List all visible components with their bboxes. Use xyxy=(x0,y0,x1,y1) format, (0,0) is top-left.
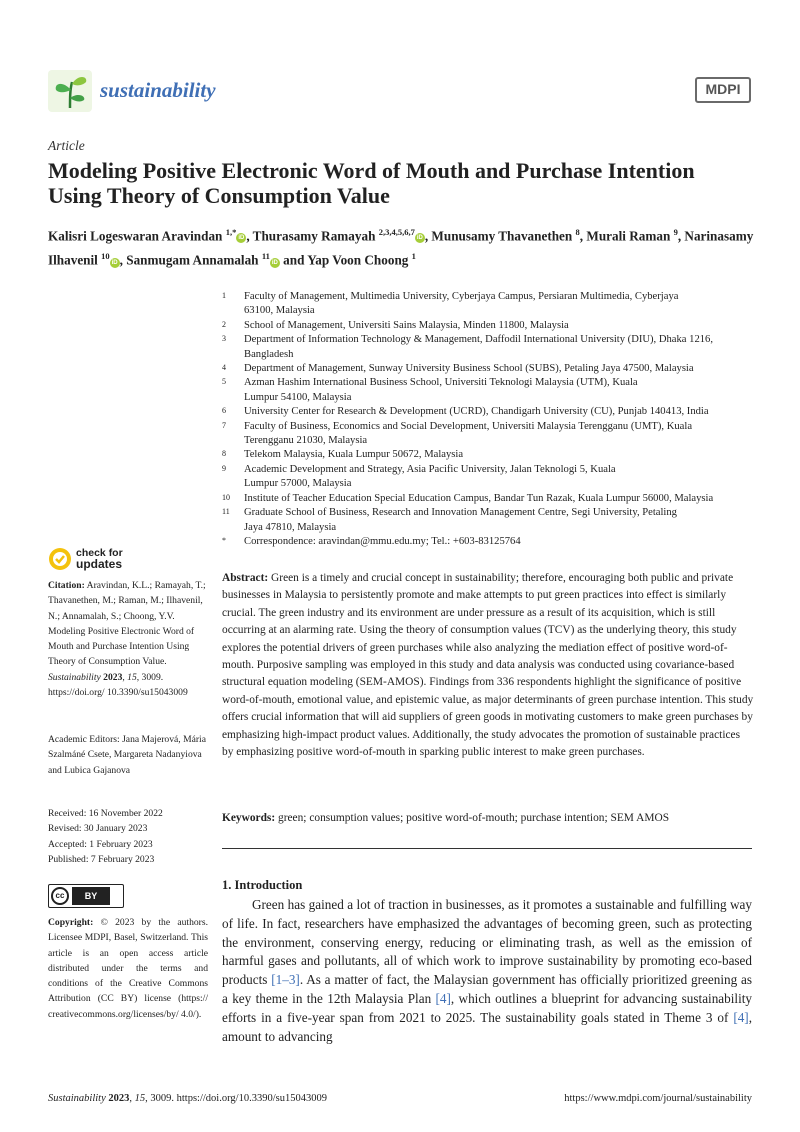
affiliation-item: 8 Telekom Malaysia, Kuala Lumpur 50672, Malaysia xyxy=(222,449,464,461)
check-updates-icon xyxy=(48,547,72,571)
affiliation-item: 3 Department of Information Technology & Management, Daffodil International University (DIU), Dhaka 1216, Bangladesh xyxy=(222,334,713,360)
author-affiliation-sup: 1 xyxy=(411,251,416,262)
editors-label: Academic Editors: xyxy=(48,734,120,745)
keywords-text: green; consumption values; positive word-of-mouth; purchase intention; SEM AMOS xyxy=(278,812,670,824)
revised-date: Revised: 30 January 2023 xyxy=(48,823,148,835)
editors-names: Jana Majerová, Mária Szalmáné Csete, Margareta Nadanyiova and Lubica Gajanova xyxy=(48,734,206,776)
citation-doi[interactable]: , 3009. https://doi.org/ 10.3390/su15043009 xyxy=(48,671,188,699)
copyright-label: Copyright: xyxy=(48,917,94,928)
cc-by-license-badge[interactable] xyxy=(48,884,124,908)
author-name: Thurasamy Ramayah xyxy=(252,228,376,244)
affiliation-item: 6 University Center for Research & Development (UCRD), Chandigarh University (CU), Punjab 140413, India xyxy=(222,406,709,418)
footer-url[interactable]: https://www.mdpi.com/journal/sustainability xyxy=(564,1093,752,1104)
author-affiliation-sup: 8 xyxy=(575,227,580,237)
affiliation-item: 11 Graduate School of Business, Research and Innovation Management Centre, Segi University, Petaling Jaya 47810, Malaysia xyxy=(222,507,677,533)
affiliation-item: 10 Institute of Teacher Education Special Education Campus, Bandar Tun Razak, Kuala Lumpur 56000, Malaysia xyxy=(222,492,714,504)
publisher-name: MDPI xyxy=(705,81,741,97)
publisher-logo xyxy=(695,77,751,103)
dates-block xyxy=(48,806,208,867)
section-divider xyxy=(222,848,752,849)
author-connector: and xyxy=(283,252,305,268)
article-title: Modeling Positive Electronic Word of Mouth and Purchase Intention Using Theory of Consumption Value xyxy=(48,158,695,208)
orcid-icon[interactable]: iD xyxy=(416,235,423,242)
citation-year: 2023 xyxy=(103,671,123,683)
academic-editors xyxy=(48,732,208,778)
orcid-icon[interactable]: iD xyxy=(271,259,278,266)
author-name: Kalisri Logeswaran Aravindan xyxy=(48,228,223,244)
leaf-icon xyxy=(48,70,92,112)
journal-name: sustainability xyxy=(100,78,216,102)
author-affiliation-sup: 9 xyxy=(673,227,678,237)
citation-volume: 15 xyxy=(127,671,137,683)
footer-volume: 15 xyxy=(134,1093,146,1104)
by-icon xyxy=(72,887,110,905)
cc-by-label: BY xyxy=(84,891,98,901)
footer-doi[interactable]: , 3009. https://doi.org/10.3390/su15043009 xyxy=(145,1093,327,1104)
citation-link[interactable]: [4] xyxy=(733,1009,749,1025)
footer-journal: Sustainability xyxy=(48,1093,106,1104)
received-date: Received: 16 November 2022 xyxy=(48,808,163,819)
abstract-text: Green is a timely and crucial concept in sustainability; therefore, encouraging both public and private businesses in Malaysia to persistently promote and make attempts to put green practices into effect is similarly crucial. The green industry and its environment are under pressure as a result of its acquisition, which is still occurring at an alarming rate. Using the theory of consumption values (TCV) as the underlying theory, this study explores the potential drivers of green purchases while also analyzing the mediation effect of positive word-of-mouth. Purposive sampling was employed in this study and data analysis was conducted using covariance-based structural equation modeling (SEM-AMOS). Findings from 336 respondents highlight the significance of positive word-of-mouth, emotional value, and epistemic value, as major determinants of green purchase intention. This study offers crucial information that will aid suppliers of green goods in motivating customers to make green purchases by emphasizing high-impact product values. Additionally, the study advocates the promotion of sustainable practices by emphasizing positive word-of-mouth in sparking public interest to make green purchases. xyxy=(222,572,754,759)
author-name: Sanmugam Annamalah xyxy=(126,252,259,268)
affiliation-item: 7 Faculty of Business, Economics and Social Development, Universiti Malaysia Terengganu (UMT), Kuala Terengganu 21030, Malaysia xyxy=(222,420,693,447)
citation-journal: Sustainability xyxy=(48,671,101,683)
correspondence: * Correspondence: aravindan@mmu.edu.my; Tel.: +603-83125764 xyxy=(222,535,521,547)
affiliation-item: 2 School of Management, Universiti Sains Malaysia, Minden 11800, Malaysia xyxy=(222,319,569,331)
journal-logo xyxy=(48,70,248,112)
cc-icon: cc xyxy=(51,887,69,905)
author-list: Kalisri Logeswaran Aravindan $^{1,*}$iD , Thurasamy Ramayah $^{2,3,4,5,6,7}$iD , Munusamy Thavanethen $^8$, Murali Raman $^9$, Narinasamy Ilhavenil $^{10}$iD , Sanmugam Annamalah $^{11}$iD and Yap Voon Choong $^1$ xyxy=(48,227,754,268)
citation-text: Aravindan, K.L.; Ramayah, T.; Thavanethen, M.; Raman, M.; Ilhavenil, N.; Annamalah, S.; Choong, Y.V. Modeling Positive Electronic Word of Mouth and Purchase Intention Using Theory of Consumption Value. xyxy=(48,580,206,668)
affiliation-item: 5 Azman Hashim International Business School, Universiti Teknologi Malaysia (UTM), Kuala Lumpur 54100, Malaysia xyxy=(222,377,638,403)
keywords-label: Keywords: xyxy=(222,812,276,824)
keywords xyxy=(222,810,754,827)
affiliation-item: 9 Academic Development and Strategy, Asia Pacific University, Jalan Teknologi 5, Kuala Lumpur 57000, Malaysia xyxy=(222,463,616,490)
orcid-icon[interactable]: iD xyxy=(111,259,118,266)
affiliations xyxy=(222,290,762,549)
published-date: Published: 7 February 2023 xyxy=(48,853,155,865)
section-heading: 1. Introduction xyxy=(222,878,303,892)
citation-label: Citation: xyxy=(48,580,85,591)
citation-link[interactable]: [1–3] xyxy=(271,972,300,988)
author-affiliation-sup: 10 xyxy=(101,251,110,262)
author-affiliation-sup: 1,* xyxy=(225,227,237,237)
citation-link[interactable]: [4] xyxy=(435,990,451,1006)
footer-year: 2023 xyxy=(108,1093,130,1104)
orcid-icon[interactable]: iD xyxy=(238,235,245,242)
article-type: Article xyxy=(48,138,85,153)
check-updates-line2: updates xyxy=(76,557,123,571)
author-affiliation-sup: 11 xyxy=(261,251,270,262)
author-affiliation-sup: 2,3,4,5,6,7 xyxy=(378,227,415,237)
author-name: Yap Voon Choong xyxy=(307,252,409,268)
abstract-label: Abstract: xyxy=(222,572,269,584)
author-name: Narinasamy Ilhavenil xyxy=(48,228,754,268)
footer-citation: Sustainability 2023, 15, 3009. https://doi.org/10.3390/su15043009 xyxy=(48,1093,327,1104)
author-name: Murali Raman xyxy=(586,228,671,244)
affiliation-item: 4 Department of Management, Sunway University Business School (SUBS), Petaling Jaya 47500, Malaysia xyxy=(222,363,694,375)
abstract xyxy=(222,570,754,761)
affiliation-item: 1 Faculty of Management, Multimedia University, Cyberjaya Campus, Persiaran Multimedia, Cyberjaya 63100, Malaysia xyxy=(222,291,679,317)
check-for-updates-badge[interactable] xyxy=(48,546,158,572)
copyright-text: © 2023 by the authors. Licensee MDPI, Basel, Switzerland. This article is an open access article distributed under the terms and conditions of the Creative Commons Attribution (CC BY) license (https:// creativecommons.org/licenses/by/ 4.0/). xyxy=(48,917,208,1020)
accepted-date: Accepted: 1 February 2023 xyxy=(48,838,153,850)
introduction-paragraph: Green has gained a lot of traction in businesses, as it promotes a sustainable and fulfilling way of life. In fact, researchers have emphasized the advantages of becoming green, such as protecting the environment, conserving energy, reducing or eliminating trash, as well as the emission of harmful gases and pollutants, all of which work to improve sustainability by promoting eco-based products [1–3]. As a matter of fact, the Malaysian government has officially prioritized greening as a key theme in the 12th Malaysia Plan [4], which outlines a blueprint for advancing sustainability efforts in a five-year span from 2021 to 2025. The sustainability goals stated in Theme 3 of [4], amount to advancing xyxy=(222,897,752,1044)
check-updates-line1: check for xyxy=(76,547,123,559)
citation-block: Citation: Aravindan, K.L.; Ramayah, T.; Thavanethen, M.; Raman, M.; Ilhavenil, N.; Annamalah, S.; Choong, Y.V. Modeling Positive Electronic Word of Mouth and Purchase Intention Using Theory of Consumption Value. Sustainability 2023, 15, 3009. https://doi.org/ 10.3390/su15043009 xyxy=(48,580,206,699)
author-name: Munusamy Thavanethen xyxy=(431,228,573,244)
copyright-block xyxy=(48,915,208,1022)
